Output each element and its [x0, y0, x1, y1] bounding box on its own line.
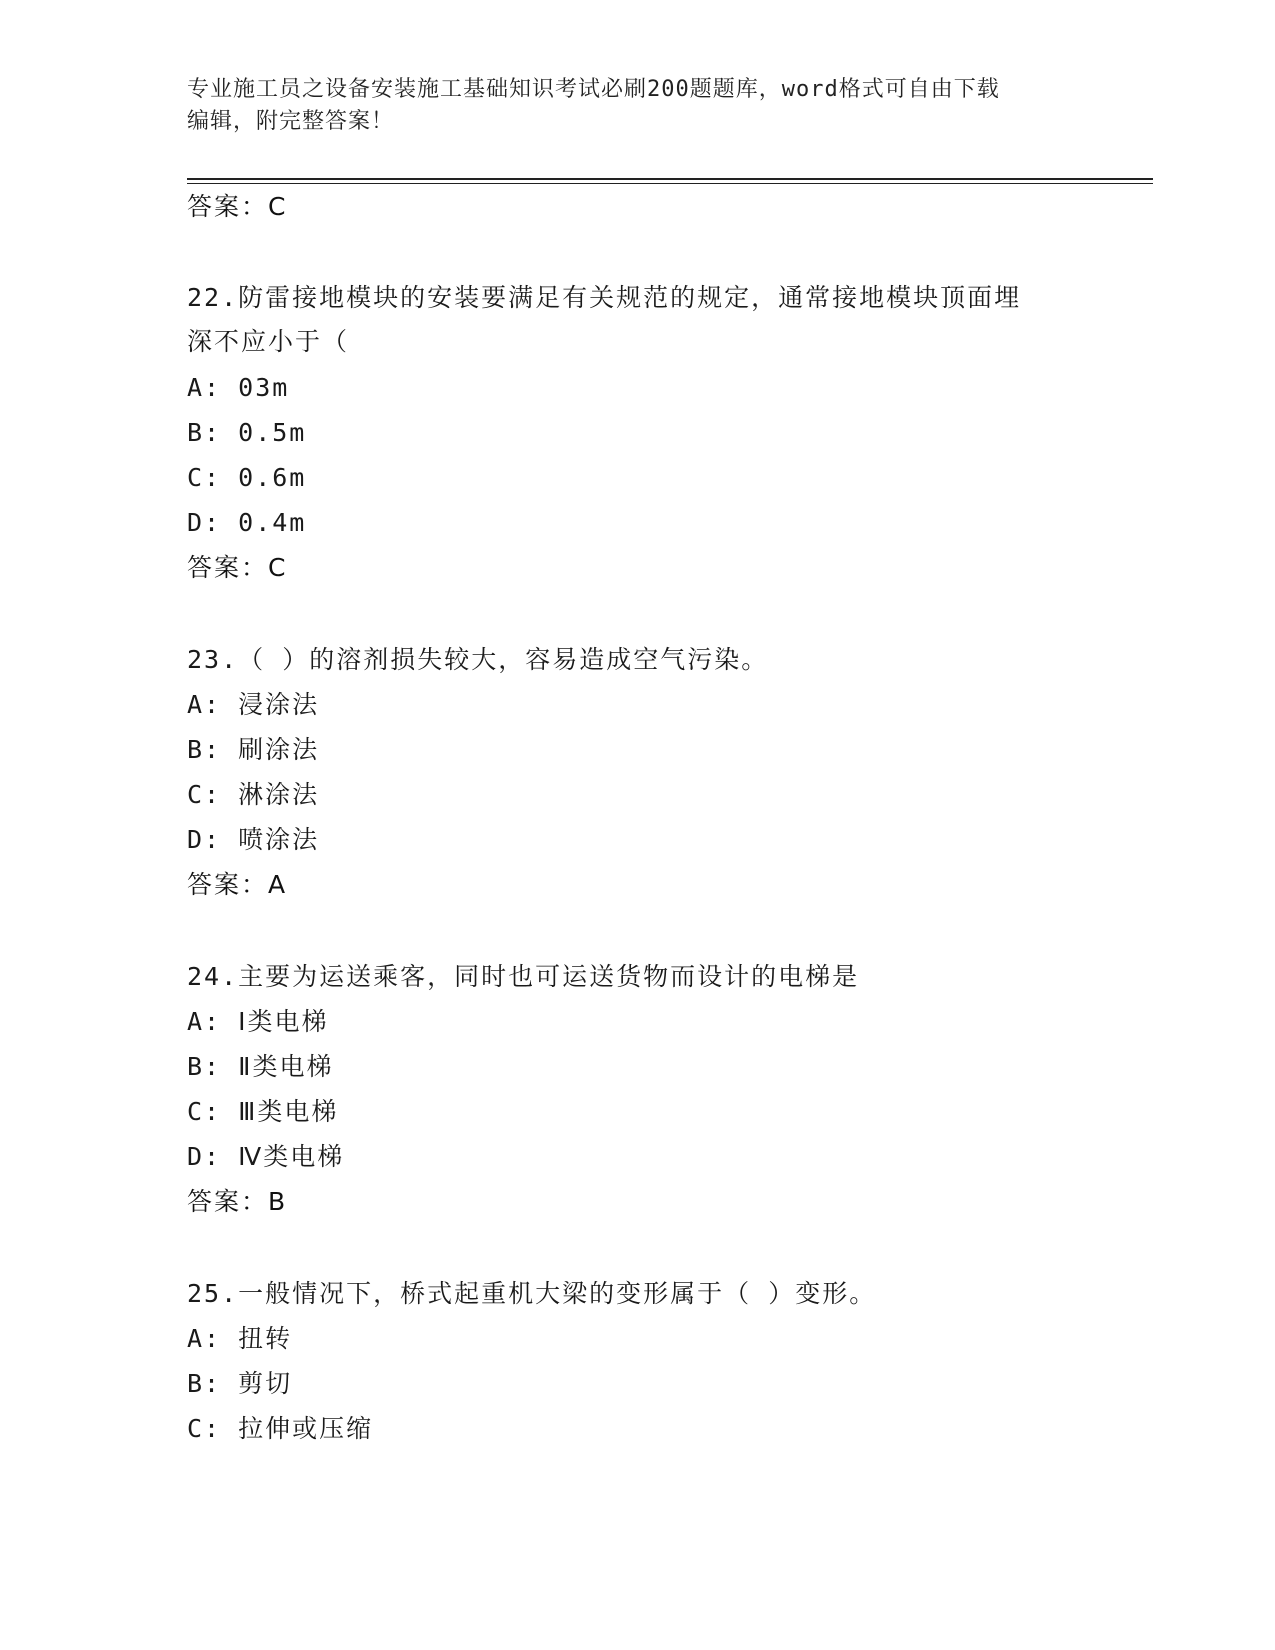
option-a: A: 浸涂法 — [187, 690, 320, 719]
option-b: B: 剪切 — [187, 1369, 293, 1398]
answer-line: 答案：A — [187, 870, 288, 899]
option-d: D: 喷涂法 — [187, 825, 320, 854]
header-line-2: 编辑，附完整答案！ — [187, 109, 395, 134]
option-b: B: Ⅱ类电梯 — [187, 1052, 334, 1081]
header-line-1: 专业施工员之设备安装施工基础知识考试必刷200题题库，word格式可自由下载 — [187, 77, 1000, 102]
question-stem: 25.一般情况下，桥式起重机大梁的变形属于（ ）变形。 — [187, 1279, 877, 1308]
question-stem: 23.（ ）的溶剂损失较大，容易造成空气污染。 — [187, 645, 769, 674]
answer-line: 答案：C — [187, 553, 288, 582]
option-c: C: 拉伸或压缩 — [187, 1414, 374, 1443]
option-c: C: 淋涂法 — [187, 780, 320, 809]
option-a: A: 03m — [187, 373, 290, 402]
question-stem: 24.主要为运送乘客，同时也可运送货物而设计的电梯是 — [187, 962, 860, 991]
document-header — [187, 74, 1087, 138]
header-rule-thick — [187, 178, 1153, 180]
answer-line: 答案：C — [187, 192, 288, 221]
option-b: B: 0.5m — [187, 418, 307, 447]
option-c: C: Ⅲ类电梯 — [187, 1097, 339, 1126]
option-b: B: 刷涂法 — [187, 735, 320, 764]
header-rule-thin — [187, 183, 1153, 184]
question-stem: 22.防雷接地模块的安装要满足有关规范的规定，通常接地模块顶面埋 — [187, 283, 1022, 312]
option-a: A: Ⅰ类电梯 — [187, 1007, 329, 1036]
option-d: D: 0.4m — [187, 508, 307, 537]
answer-line: 答案：B — [187, 1187, 288, 1216]
option-c: C: 0.6m — [187, 463, 307, 492]
question-stem-continued: 深不应小于（ — [187, 327, 350, 356]
option-a: A: 扭转 — [187, 1324, 293, 1353]
option-d: D: Ⅳ类电梯 — [187, 1142, 345, 1171]
